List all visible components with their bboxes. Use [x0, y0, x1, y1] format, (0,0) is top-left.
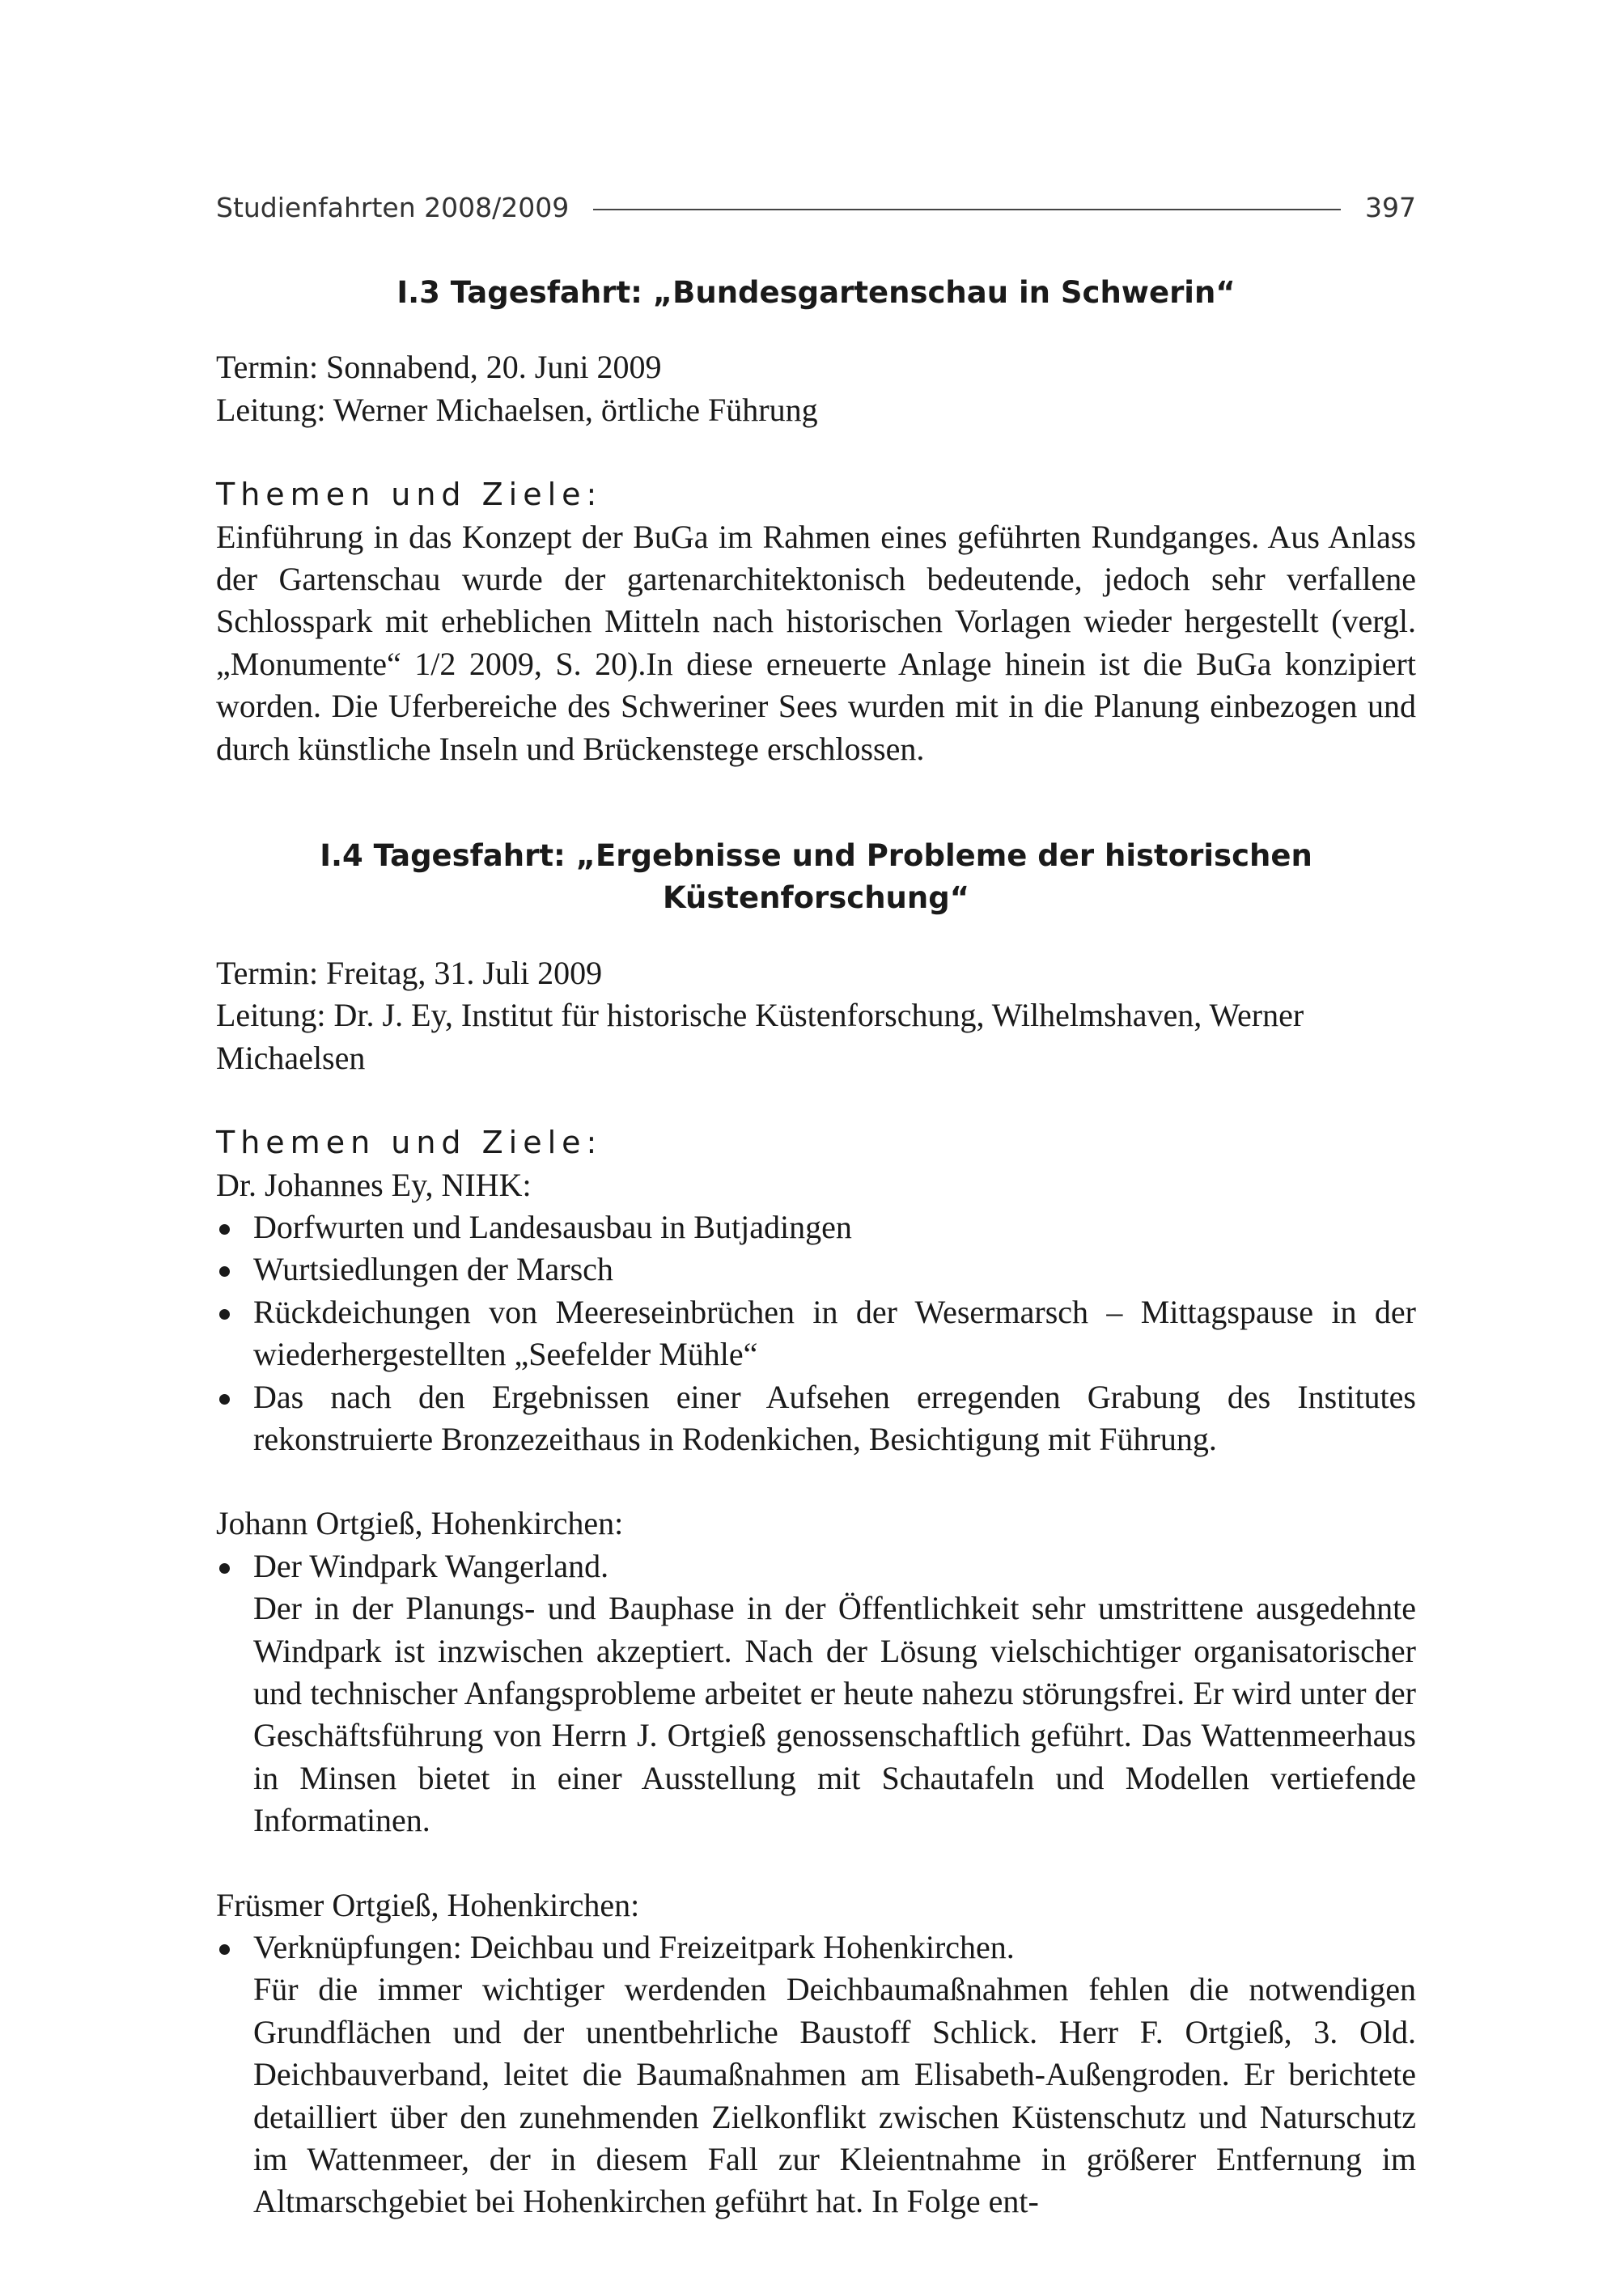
list-item-text: Für die immer wichtiger werdenden Deichbaumaßnahmen fehlen die notwendigen Grundflächen und der unentbehrliche Baustoff Schlick. Herr F. Ortgieß, 3. Old. Deichbauverband, leitet die Baumaßnahmen am Elisabeth-Außengroden. Er berichtete detailliert über den zunehmenden Zielkonflikt zwischen Küstenschutz und Naturschutz im Wattenmeer, der in diesem Fall zur Kleientnahme in größerer Entfernung im Altmarschgebiet bei Hohenkirchen geführt hat. In Folge ent- [253, 1971, 1416, 2220]
themen-heading-1-4: Themen und Ziele: [216, 1125, 603, 1161]
leitung-1-3: Leitung: Werner Michaelsen, örtliche Führung [216, 391, 818, 428]
list-item-title: Der Windpark Wangerland. [253, 1547, 609, 1584]
speaker-name-fruesmer-ortgiess: Früsmer Ortgieß, Hohenkirchen: [216, 1886, 640, 1923]
spacer [216, 770, 1416, 835]
list-item [216, 1926, 1416, 2223]
termin-1-4: Termin: Freitag, 31. Juli 2009 [216, 954, 603, 991]
spacer [216, 1842, 1416, 1884]
themen-heading-1-3: Themen und Ziele: [216, 477, 603, 513]
page-number: 397 [1365, 191, 1416, 223]
running-header [216, 184, 1416, 230]
list-item-title: Verknüpfungen: Deichbau und Freizeitpark Hohenkirchen. [253, 1929, 1015, 1965]
paragraph-1-3: Einführung in das Konzept der BuGa im Rahmen eines geführten Rundganges. Aus Anlass der Gartenschau wurde der gartenarchitektonisch bedeutende, jedoch sehr verfallene Schlosspark mit erheblichen Mitteln nach historischen Vorlagen wieder hergestellt (vergl. „Monumente“ 1/2 2009, S. 20).In diese erneuerte Anlage hinein ist die BuGa konzipiert worden. Die Uferbereiche des Schweriner Sees wurden mit in die Planung einbezogen und durch künstliche Inseln und Brückenstege erschlossen. [216, 518, 1416, 767]
speaker-name-johann-ortgiess: Johann Ortgieß, Hohenkirchen: [216, 1505, 624, 1542]
page-content [216, 272, 1416, 2223]
list-item: Rückdeichungen von Meereseinbrüchen in der Wesermarsch – Mittagspause in der wiederhergestellten „Seefelder Mühle“ [216, 1291, 1416, 1376]
section-title-1-3: I.3 Tagesfahrt: „Bundesgartenschau in Schwerin“ [396, 275, 1236, 310]
header-rule [593, 209, 1341, 210]
speaker-name-ey: Dr. Johannes Ey, NIHK: [216, 1166, 532, 1203]
section-title-1-4: I.4 Tagesfahrt: „Ergebnisse und Probleme der historischen Küstenforschung“ [320, 838, 1312, 916]
leitung-1-4: Leitung: Dr. J. Ey, Institut für historische Küstenforschung, Wilhelmshaven, Werner Michaelsen [216, 997, 1304, 1076]
termin-1-3: Termin: Sonnabend, 20. Juni 2009 [216, 349, 662, 386]
spacer [216, 431, 1416, 473]
running-title: Studienfahrten 2008/2009 [216, 191, 570, 223]
list-item: Das nach den Ergebnissen einer Aufsehen erregenden Grabung des Institutes rekonstruierte Bronzezeithaus in Rodenkichen, Besichtigung mit Führung. [216, 1376, 1416, 1461]
list-item: Wurtsiedlungen der Marsch [216, 1248, 1416, 1291]
spacer [216, 314, 1416, 346]
list-item: Dorfwurten und Landesausbau in Butjadingen [216, 1206, 1416, 1248]
speaker-ey-list [216, 1206, 1416, 1460]
spacer [216, 1079, 1416, 1121]
spacer [216, 920, 1416, 952]
speaker-fruesmer-list [216, 1926, 1416, 2223]
speaker-johann-list [216, 1545, 1416, 1842]
list-item [216, 1545, 1416, 1842]
list-item-text: Der in der Planungs- und Bauphase in der Öffentlichkeit sehr umstrittene ausgedehnte Windpark ist inzwischen akzeptiert. Nach der Lösung vielschichtiger organisatorischer und technischer Anfangsprobleme arbeitet er heute nahezu störungsfrei. Er wird unter der Geschäftsführung von Herrn J. Ortgieß genossenschaftlich geführt. Das Wattenmeerhaus in Minsen bietet in einer Ausstellung mit Schautafeln und Modellen vertiefende Informatinen. [253, 1590, 1416, 1839]
spacer [216, 1460, 1416, 1503]
